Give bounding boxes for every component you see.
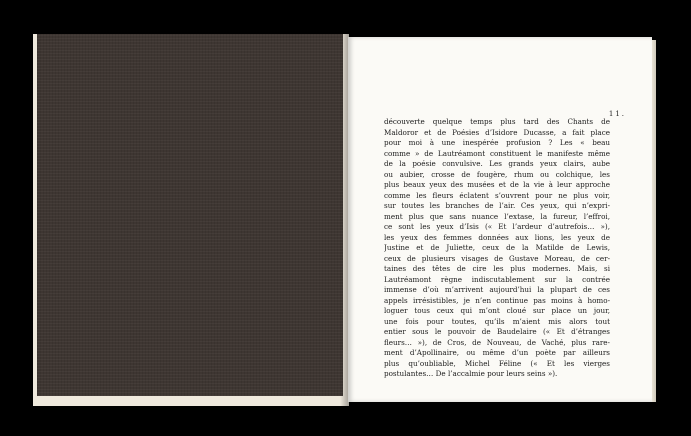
text-line: plus beaux yeux des musées et de la vie à leur approche bbox=[384, 180, 610, 189]
text-line: pour moi à une inespérée profusion ? Les « beau bbox=[384, 138, 610, 147]
text-line: de la poésie convulsive. Les grands yeux clairs, aube bbox=[384, 159, 610, 168]
text-line: entier sous le pouvoir de Baudelaire (« Et d’étranges bbox=[384, 327, 610, 336]
text-line: découverte quelque temps plus tard des Chants de bbox=[384, 117, 610, 126]
page-number: 11. bbox=[608, 110, 626, 118]
text-line: Lautréamont règne indiscutablement sur la contrée bbox=[384, 274, 610, 284]
left-page-endpaper bbox=[37, 34, 343, 396]
text-line: ce sont les yeux d’Isis (« Et l’ardeur d’autrefois… »), bbox=[384, 222, 610, 231]
text-line: comme » de Lautréamont constituent le manifeste même bbox=[384, 148, 610, 158]
text-line: une fois pour toutes, qu’ils m’aient mis alors tout bbox=[384, 316, 610, 326]
text-line: appels irrésistibles, je n’en continue pas moins à homo- bbox=[384, 295, 610, 305]
text-line: plus qu’oubliable, Michel Féline (« Et les vierges bbox=[384, 358, 610, 368]
text-line: Justine et de Juliette, ceux de la Matilde de Lewis, bbox=[384, 243, 610, 252]
text-line: comme les fleurs éclatent s’ouvrent pour ne plus voir, bbox=[384, 190, 610, 200]
body-text bbox=[384, 117, 610, 380]
text-line: immense d’où m’arrivent aujourd’hui la plupart de ces bbox=[384, 285, 610, 294]
right-page-edge bbox=[652, 40, 656, 402]
text-line: loguer tous ceux qui m’ont cloué sur place un jour, bbox=[384, 306, 610, 315]
text-line: Maldoror et de Poésies d’Isidore Ducasse, a fait place bbox=[384, 127, 610, 137]
text-line: taines des têtes de cire les plus modernes. Mais, si bbox=[384, 264, 610, 273]
text-line: ou aubier, crosse de fougère, rhum ou colchique, les bbox=[384, 169, 610, 179]
right-page bbox=[348, 37, 652, 402]
text-line: ment plus que sans nuance l’extase, la fureur, l’effroi, bbox=[384, 211, 610, 221]
text-line: les yeux des femmes données aux lions, les yeux de bbox=[384, 232, 610, 242]
text-line: ceux de plusieurs visages de Gustave Moreau, de cer- bbox=[384, 253, 610, 263]
text-line: fleurs… »), de Cros, de Nouveau, de Vaché, plus rare- bbox=[384, 337, 610, 347]
text-line: sur toutes les branches de l’air. Ces yeux, qui n’expri- bbox=[384, 201, 610, 210]
text-line: postulantes… De l’accalmie pour leurs seins »). bbox=[384, 369, 558, 378]
text-line: ment d’Apollinaire, ou même d’un poète par ailleurs bbox=[384, 348, 610, 357]
